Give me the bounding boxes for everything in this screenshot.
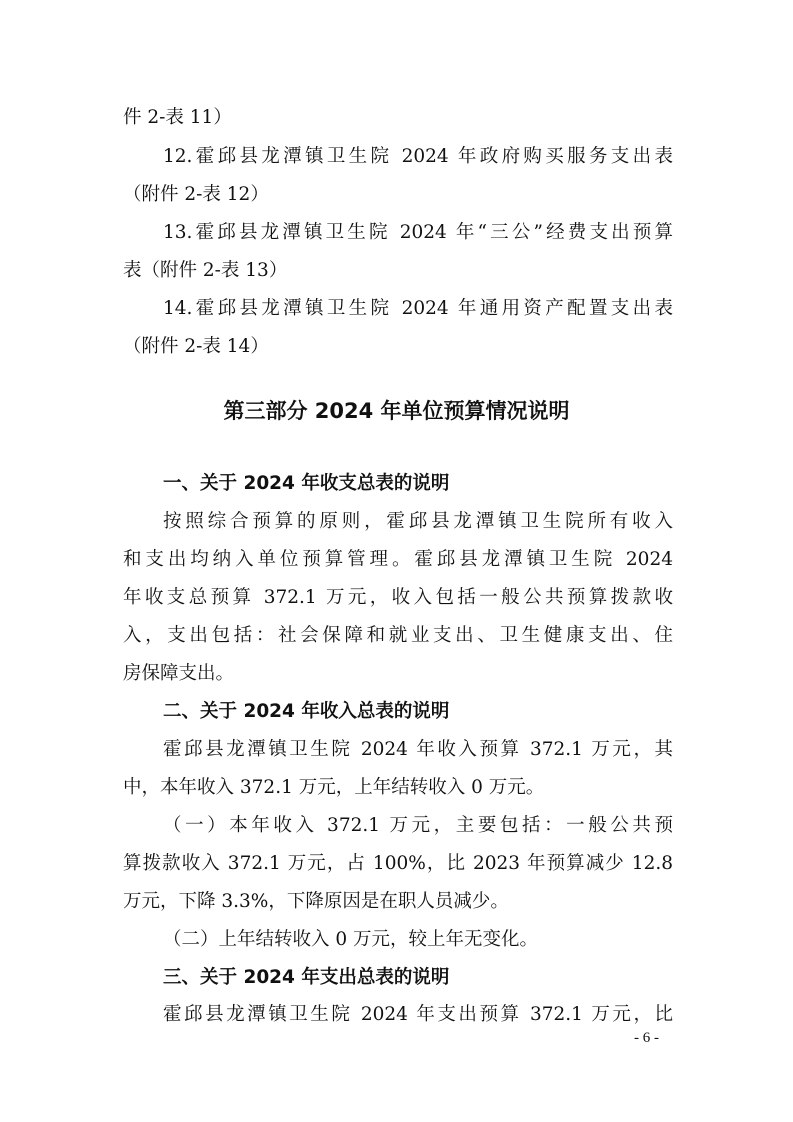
text-line: （附件 2-表 12）: [123, 184, 269, 205]
section-heading: 一、关于 2024 年收支总表的说明: [163, 473, 450, 494]
text-line: 12.霍邱县龙潭镇卫生院 2024 年政府购买服务支出表: [163, 146, 673, 167]
text-line: 房保障支出。: [123, 663, 235, 684]
text-line: （一）本年收入 372.1 万元，主要包括：一般公共预: [163, 815, 673, 836]
text-line: （二）上年结转收入 0 万元，较上年无变化。: [163, 929, 539, 950]
text-line: 入，支出包括：社会保障和就业支出、卫生健康支出、住: [123, 625, 673, 646]
text-line: 件 2-表 11）: [123, 107, 232, 128]
page-number: - 6 -: [634, 1030, 659, 1046]
section-heading: 二、关于 2024 年收入总表的说明: [163, 701, 450, 722]
text-line: 算拨款收入 372.1 万元，占 100%，比 2023 年预算减少 12.8: [123, 853, 673, 874]
text-line: 万元，下降 3.3%，下降原因是在职人员减少。: [123, 891, 509, 912]
text-line: 14.霍邱县龙潭镇卫生院 2024 年通用资产配置支出表: [163, 298, 673, 319]
text-line: 霍邱县龙潭镇卫生院 2024 年收入预算 372.1 万元，其: [163, 739, 673, 760]
section-heading: 三、关于 2024 年支出总表的说明: [163, 967, 450, 988]
text-line: 表（附件 2-表 13）: [123, 260, 288, 281]
text-line: 霍邱县龙潭镇卫生院 2024 年支出预算 372.1 万元，比: [163, 1004, 673, 1025]
part-heading: 第三部分 2024 年单位预算情况说明: [223, 399, 570, 423]
text-line: （附件 2-表 14）: [123, 336, 269, 357]
text-line: 和支出均纳入单位预算管理。霍邱县龙潭镇卫生院 2024: [123, 549, 673, 570]
text-line: 按照综合预算的原则，霍邱县龙潭镇卫生院所有收入: [163, 511, 673, 532]
text-line: 中，本年收入 372.1 万元，上年结转收入 0 万元。: [123, 777, 545, 798]
text-line: 年收支总预算 372.1 万元，收入包括一般公共预算拨款收: [123, 587, 673, 608]
text-line: 13.霍邱县龙潭镇卫生院 2024 年“三公”经费支出预算: [163, 222, 673, 243]
